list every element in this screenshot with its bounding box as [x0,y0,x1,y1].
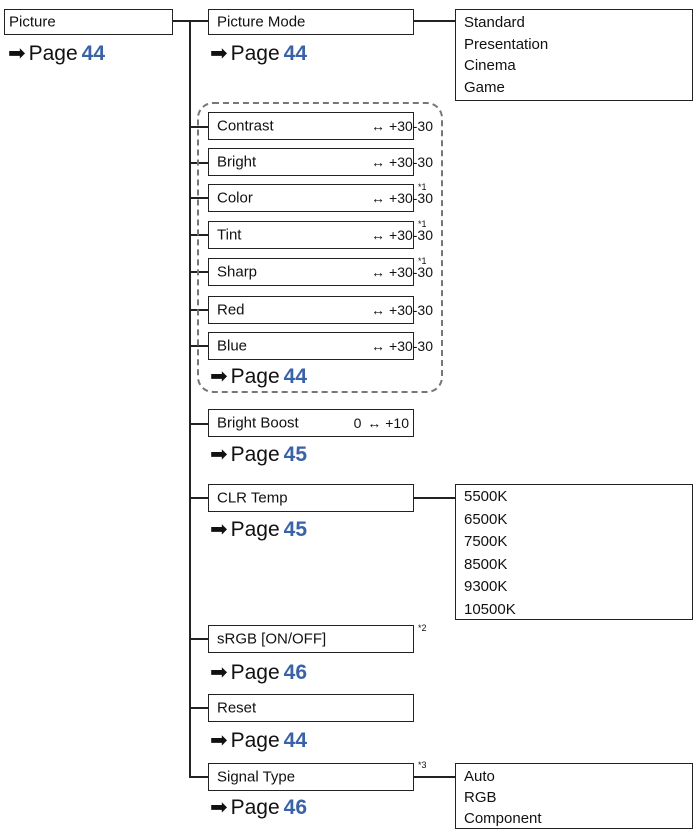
arrow-right-icon: ➡ [210,661,228,684]
clr-temp-page-ref [210,519,307,540]
option-presentation: Presentation [464,35,549,53]
signal-type-page-ref [210,797,307,818]
arrow-right-icon: ➡ [210,518,228,541]
bright-boost-box [208,409,414,437]
arrow-right-icon: ➡ [210,796,228,819]
page-word: Page [28,42,78,65]
bright-range: ↔ +30-30 [371,154,433,170]
branch-clrtemp [189,497,209,499]
main-trunk [189,20,191,776]
srgb-label: sRGB [ON/OFF] [217,630,327,648]
double-arrow-icon: ↔ [371,227,386,243]
page-number: 46 [283,661,308,684]
bright-box [208,148,433,176]
tint-range: ↔ +30-30 [371,227,433,243]
double-arrow-icon: ↔ [367,415,382,431]
picture-label: Picture [9,13,56,31]
branch-srgb [189,638,209,640]
option-9300k: 9300K [464,578,508,595]
option-7500k: 7500K [464,533,508,550]
color-box [208,184,433,212]
reset-label: Reset [217,699,257,717]
page-word: Page [230,729,280,752]
option-6500k: 6500K [464,510,508,528]
bright-boost-page-ref [210,444,307,465]
option-rgb: RGB [464,789,497,806]
color-note: *1 [418,182,427,192]
red-range: ↔ +30-30 [371,302,433,318]
double-arrow-icon: ↔ [371,338,386,354]
page-number: 44 [81,42,106,65]
red-label: Red [217,301,245,319]
option-8500k: 8500K [464,555,508,573]
srgb-note: *2 [418,623,427,633]
adjust-page-ref [210,366,307,387]
picture-mode-box [208,9,414,35]
clr-temp-label: CLR Temp [217,489,288,507]
page-word: Page [230,796,280,819]
sharp-label: Sharp [217,263,258,281]
page-word: Page [230,42,280,65]
double-arrow-icon: ↔ [371,302,386,318]
option-game: Game [464,78,505,96]
bright-boost-label: Bright Boost [217,414,299,432]
option-10500k: 10500K [464,600,516,618]
page-word: Page [230,661,280,684]
page-number: 45 [283,443,308,466]
arrow-right-icon: ➡ [210,365,228,388]
signal-connector [413,776,456,778]
arrow-right-icon: ➡ [8,42,26,65]
arrow-right-icon: ➡ [210,42,228,65]
page-word: Page [230,443,280,466]
mode-connector [413,20,456,22]
reset-page-ref [210,730,307,751]
branch-brightboost [189,423,209,425]
option-5500k: 5500K [464,488,508,505]
cropped-bracket-mark [0,446,1,472]
double-arrow-icon: ↔ [371,264,386,280]
reset-box [208,694,414,722]
page-number: 44 [283,365,308,388]
double-arrow-icon: ↔ [371,154,386,170]
bright-label: Bright [217,153,257,171]
blue-label: Blue [217,337,248,355]
option-standard: Standard [464,14,525,31]
arrow-right-icon: ➡ [210,729,228,752]
bright-boost-range: 0 ↔ +10 [353,415,409,431]
signal-type-note: *3 [418,760,427,770]
branch-signal [189,776,209,778]
red-box [208,296,433,324]
blue-box [208,332,433,360]
page-word: Page [230,518,280,541]
tint-label: Tint [217,226,242,244]
clrtemp-connector [413,497,456,499]
signal-type-options [455,763,693,829]
picture-mode-options [455,9,693,101]
srgb-page-ref [210,662,307,683]
contrast-range: ↔ +30-30 [371,118,433,134]
picture-menu-box [4,9,173,35]
tint-box [208,221,433,249]
signal-type-label: Signal Type [217,768,296,786]
page-number: 45 [283,518,308,541]
page-number: 44 [283,42,308,65]
page-number: 46 [283,796,308,819]
color-range: ↔ +30-30 [371,190,433,206]
color-label: Color [217,189,253,207]
clr-temp-options [455,484,693,620]
blue-range: ↔ +30-30 [371,338,433,354]
double-arrow-icon: ↔ [371,190,386,206]
contrast-label: Contrast [217,117,274,135]
picture-mode-page-ref [210,43,307,64]
contrast-box [208,112,433,140]
sharp-box [208,258,433,286]
double-arrow-icon: ↔ [371,118,386,134]
tint-note: *1 [418,219,427,229]
picture-mode-label: Picture Mode [217,13,306,31]
picture-page-ref [8,43,105,64]
sharp-note: *1 [418,256,427,266]
sharp-range: ↔ +30-30 [371,264,433,280]
option-auto: Auto [464,768,495,785]
signal-type-box [208,763,414,791]
clr-temp-box [208,484,414,512]
srgb-box [208,625,414,653]
option-cinema: Cinema [464,57,516,74]
branch-reset [189,707,209,709]
page-number: 44 [283,729,308,752]
page-word: Page [230,365,280,388]
arrow-right-icon: ➡ [210,443,228,466]
option-component: Component [464,810,542,827]
